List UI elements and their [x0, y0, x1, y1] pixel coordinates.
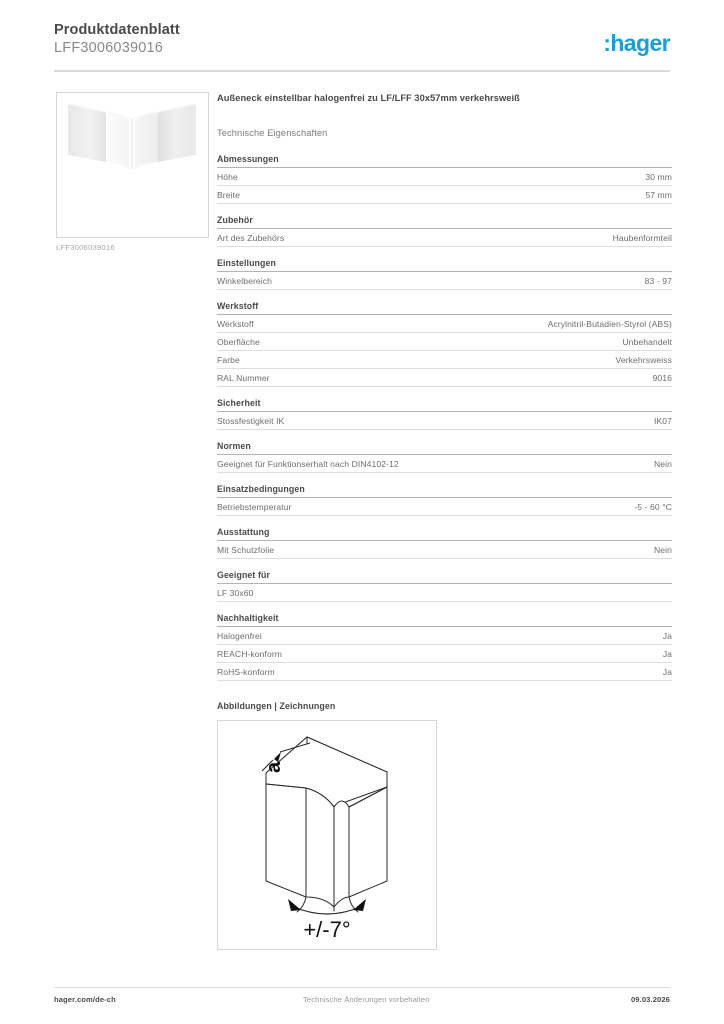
spec-row-value: Acrylnitril-Butadien-Styrol (ABS) — [547, 319, 672, 329]
product-photo-corner-piece — [57, 93, 208, 237]
spec-row-key: Oberfläche — [217, 337, 260, 347]
spec-row-value: Nein — [654, 545, 672, 555]
spec-section — [217, 484, 672, 516]
angle-arrow-left — [288, 899, 301, 911]
spec-row — [217, 333, 672, 351]
spec-section-heading: Abmessungen — [217, 154, 672, 168]
spec-row-key: Winkelbereich — [217, 276, 273, 286]
spec-section — [217, 258, 672, 290]
spec-row-value: Ja — [662, 649, 672, 659]
main-content — [217, 92, 672, 950]
spec-row-key: RAL Nummer — [217, 373, 270, 383]
spec-row-value: 83 - 97 — [644, 276, 672, 286]
product-photo-caption: LFF3006039016 — [56, 243, 115, 252]
spec-row-value: Unbehandelt — [622, 337, 672, 347]
technical-properties-subtitle: Technische Eigenschaften — [217, 128, 328, 138]
spec-row-value: IK07 — [654, 416, 672, 426]
spec-section-heading: Zubehör — [217, 215, 672, 229]
spec-row — [217, 541, 672, 559]
spec-row — [217, 412, 672, 430]
spec-section — [217, 613, 672, 681]
spec-section-heading: Normen — [217, 441, 672, 455]
spec-row — [217, 229, 672, 247]
footer-divider — [54, 987, 670, 988]
spec-row-value: -5 - 60 °C — [634, 502, 672, 512]
angle-indicator — [294, 907, 360, 914]
angle-arrow-right — [353, 899, 366, 911]
product-code: LFF3006039016 — [54, 40, 164, 56]
spec-section — [217, 301, 672, 387]
spec-row — [217, 369, 672, 387]
product-description: Außeneck einstellbar halogenfrei zu LF/LFF 30x57mm verkehrsweiß — [217, 93, 520, 103]
spec-row — [217, 455, 672, 473]
spec-row-value: Ja — [662, 667, 672, 677]
page-footer — [54, 995, 670, 1009]
spec-section-heading: Nachhaltigkeit — [217, 613, 672, 627]
spec-row — [217, 645, 672, 663]
spec-row-value: Haubenformteil — [612, 233, 672, 243]
spec-row-key: Farbe — [217, 355, 240, 365]
product-photo-frame — [56, 92, 209, 238]
footer-disclaimer: Technische Änderungen vorbehalten — [303, 995, 430, 1004]
spec-section-heading: Sicherheit — [217, 398, 672, 412]
spec-row-key: LF 30x60 — [217, 588, 254, 598]
spec-section-heading: Geeignet für — [217, 570, 672, 584]
dimension-label-a: a — [263, 761, 285, 773]
spec-row-key: Geeignet für Funktionserhalt nach DIN4102-12 — [217, 459, 399, 469]
spec-row-key: RoHS-konform — [217, 667, 275, 677]
spec-section — [217, 398, 672, 430]
spec-row — [217, 663, 672, 681]
spec-row-key: Betriebstemperatur — [217, 502, 292, 512]
spec-section — [217, 215, 672, 247]
spec-row-key: Höhe — [217, 172, 238, 182]
spec-row — [217, 272, 672, 290]
hager-logo: :hager — [603, 30, 670, 56]
angle-label: +/-7° — [303, 917, 351, 942]
spec-row-key: REACH-konform — [217, 649, 283, 659]
spec-section — [217, 441, 672, 473]
spec-section-heading: Einstellungen — [217, 258, 672, 272]
spec-row-value: 9016 — [652, 373, 672, 383]
spec-row-key: Stossfestigkeit IK — [217, 416, 285, 426]
spec-row — [217, 351, 672, 369]
spec-row-key: Mit Schutzfolie — [217, 545, 275, 555]
footer-website[interactable]: hager.com/de-ch — [54, 995, 116, 1004]
spec-row-key: Werkstoff — [217, 319, 254, 329]
page-title: Produktdatenblatt — [54, 22, 180, 38]
technical-drawing-frame — [217, 720, 437, 950]
spec-section-heading: Werkstoff — [217, 301, 672, 315]
drawings-heading: Abbildungen | Zeichnungen — [217, 701, 336, 711]
spec-section — [217, 154, 672, 204]
footer-date: 09.03.2026 — [630, 995, 670, 1004]
spec-row — [217, 186, 672, 204]
spec-row-key: Art des Zubehörs — [217, 233, 285, 243]
technical-drawing-corner-piece — [218, 721, 436, 949]
spec-row-value: Ja — [662, 631, 672, 641]
spec-row — [217, 498, 672, 516]
spec-row-value: 57 mm — [645, 190, 672, 200]
spec-row — [217, 315, 672, 333]
page-header — [54, 22, 670, 70]
spec-row-key: Halogenfrei — [217, 631, 262, 641]
spec-row-value: Nein — [654, 459, 672, 469]
header-divider — [54, 70, 670, 72]
spec-row — [217, 584, 672, 602]
spec-sections — [217, 154, 672, 681]
spec-row — [217, 627, 672, 645]
spec-row — [217, 168, 672, 186]
spec-section-heading: Einsatzbedingungen — [217, 484, 672, 498]
spec-section — [217, 570, 672, 602]
spec-row-value: Verkehrsweiss — [615, 355, 672, 365]
spec-row-value: 30 mm — [645, 172, 672, 182]
spec-section-heading: Ausstattung — [217, 527, 672, 541]
spec-section — [217, 527, 672, 559]
spec-row-key: Breite — [217, 190, 240, 200]
